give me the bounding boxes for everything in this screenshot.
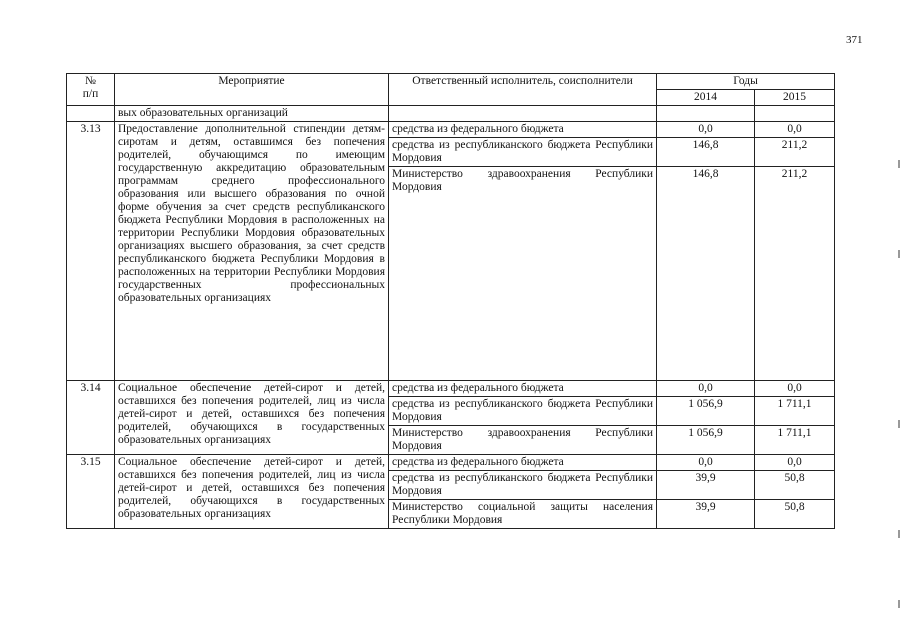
col-header-year-2014: 2014 [657,90,755,106]
col-header-responsible: Ответственный исполнитель, соисполнители [389,74,657,106]
table-row [67,455,835,471]
table-row [67,122,835,138]
responsible-text: Министерство здравоохранения Республики Мордовия [389,167,657,381]
value-2015: 1 711,1 [755,397,835,426]
responsible-text: Министерство социальной защиты населения Республики Мордовия [389,500,657,529]
scan-mark [898,420,900,428]
row-number: 3.13 [67,122,115,381]
responsible-text: средства из федерального бюджета [389,122,657,138]
continuation-y2014-cell [657,106,755,122]
continuation-resp-cell [389,106,657,122]
measure-text: Предоставление дополнительной стипендии детям-сиротам и детям, оставшимся без попечения родителей, обучающимся по имеющим государственную аккредитацию образовательным программам среднего профессионального образования или высшего образования по очной форме обучения за счет средств республиканского бюджета Республики Мордовия в расположенных на территории Республики Мордовия образовательных организациях высшего образования, за счет средств республиканского бюджета Республики Мордовия в расположенных на территории Республики Мордовия государственных профессиональных образовательных организациях [115,122,389,381]
row-number: 3.14 [67,381,115,455]
value-2014: 0,0 [657,122,755,138]
continuation-y2015-cell [755,106,835,122]
col-header-no-label: № [85,75,96,87]
col-header-years: Годы [657,74,835,90]
value-2014: 146,8 [657,138,755,167]
scan-mark [898,530,900,538]
measure-text: Социальное обеспечение детей-сирот и детей, оставшихся без попечения родителей, лиц из числа детей-сирот и детей, оставшихся без попечения родителей, обучающихся в государственных образовательных организациях [115,381,389,455]
value-2014: 146,8 [657,167,755,381]
value-2014: 1 056,9 [657,426,755,455]
value-2015: 0,0 [755,455,835,471]
value-2014: 39,9 [657,500,755,529]
table-row [67,381,835,397]
responsible-text: средства из республиканского бюджета Республики Мордовия [389,138,657,167]
value-2015: 0,0 [755,122,835,138]
continuation-row [67,106,835,122]
responsible-text: средства из федерального бюджета [389,455,657,471]
measure-text: Социальное обеспечение детей-сирот и детей, оставшихся без попечения родителей, лиц из числа детей-сирот и детей, оставшихся без попечения родителей, обучающихся в государственных образовательных организациях [115,455,389,529]
value-2015: 211,2 [755,167,835,381]
page-number: 371 [846,34,863,46]
value-2014: 1 056,9 [657,397,755,426]
continuation-text: вых образовательных организаций [115,106,389,122]
responsible-text: Министерство здравоохранения Республики Мордовия [389,426,657,455]
value-2015: 1 711,1 [755,426,835,455]
col-header-no [67,74,115,106]
scan-mark [898,160,900,168]
value-2015: 0,0 [755,381,835,397]
value-2015: 50,8 [755,471,835,500]
continuation-no-cell [67,106,115,122]
col-header-year-2015: 2015 [755,90,835,106]
value-2015: 50,8 [755,500,835,529]
value-2014: 0,0 [657,455,755,471]
measures-table [66,73,835,529]
row-number: 3.15 [67,455,115,529]
responsible-text: средства из федерального бюджета [389,381,657,397]
value-2014: 39,9 [657,471,755,500]
col-header-no-sub-label: п/п [82,88,99,100]
value-2015: 211,2 [755,138,835,167]
col-header-measure: Мероприятие [115,74,389,106]
scan-mark [898,600,900,608]
scan-mark [898,250,900,258]
value-2014: 0,0 [657,381,755,397]
responsible-text: средства из республиканского бюджета Республики Мордовия [389,471,657,500]
responsible-text: средства из республиканского бюджета Республики Мордовия [389,397,657,426]
header-row [67,74,835,90]
